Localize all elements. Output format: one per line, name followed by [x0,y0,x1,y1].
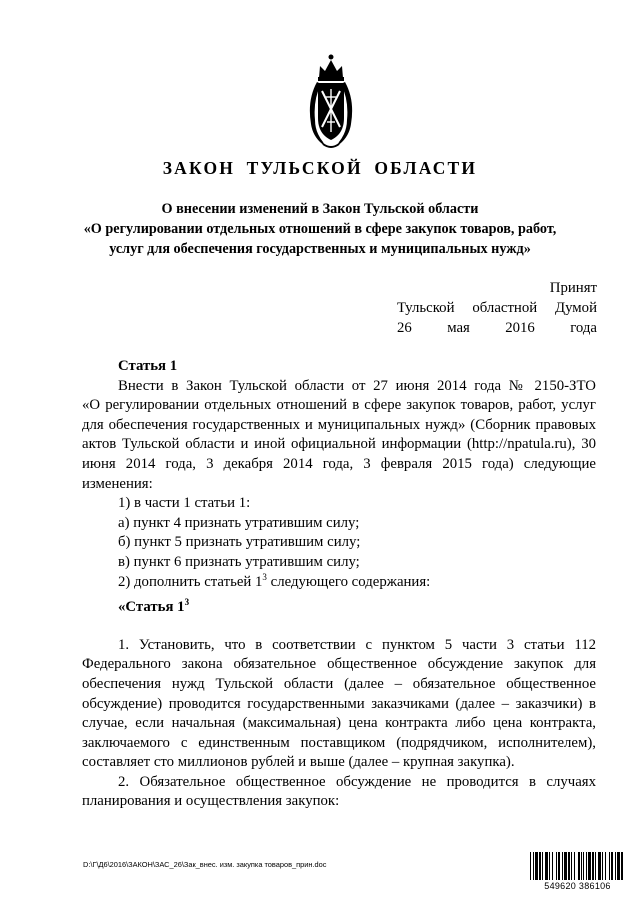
paragraph-line: заключаемого с единственным поставщиком (подрядчиком, исполнителем), [82,734,596,751]
paragraph-line: 1. Установить, что в соответствии с пунктом 5 части 3 статьи 112 [118,636,596,653]
law-title: ЗАКОН ТУЛЬСКОЙ ОБЛАСТИ [162,158,478,178]
paragraph-line: составляет сто миллионов рублей и выше (далее – крупная закупка). [82,754,515,771]
adopted-label: Принят [549,280,597,296]
footer-file-path: D:\Г\Д6\2016\ЗАКОН\ЗАС_26\Зак_внес. изм. закупка товаров_прин.doc [83,860,327,869]
paragraph-line: 2. Обязательное общественное обсуждение не проводится в случаях [118,773,596,790]
list-item: в) пункт 6 признать утратившим силу; [118,553,360,570]
barcode-icon [530,852,625,880]
adopted-date: 26 мая 2016 года [397,320,597,336]
article-1-3-heading: «Статья $1^3$ [118,597,190,616]
paragraph-line: Федерального закона обязательное общественное обсуждение закупок для [82,656,596,673]
paragraph-line: «О регулировании отдельных отношений в сфере закупок товаров, работ, услуг [82,397,596,414]
adoption-block [397,278,597,338]
list-item: б) пункт 5 признать утратившим силу; [118,534,361,551]
paragraph-line: обеспечения нужд Тульской области (далее – обязательное общественное [82,675,596,692]
adopted-by: Тульской областной Думой [397,300,597,316]
tula-coat-of-arms-icon [303,52,359,152]
paragraph-line: Внести в Закон Тульской области от 27 июня 2014 года № 2150-ЗТО [118,377,596,394]
paragraph-line: июня 2014 года, 3 декабря 2014 года, 3 февраля 2015 года) следующие [82,455,596,472]
paragraph-line: случае, если начальная (максимальная) цена контракта либо цена контракта, [82,715,596,732]
document-body [82,357,596,812]
list-item: а) пункт 4 признать утратившим силу; [118,514,360,531]
law-subtitle [40,199,600,259]
paragraph-line: для обеспечения государственных и муниципальных нужд» (Сборник правовых [82,416,596,433]
paragraph-line: актов Тульской области и иной официальной информации (http://npatula.ru), 30 [82,436,596,453]
paragraph-line: обсуждение) проводится государственными заказчиками (далее – заказчики) в [82,695,596,712]
subtitle-line: О внесении изменений в Закон Тульской области [161,201,479,217]
article-1-heading: Статья 1 [118,358,178,374]
barcode-number: 549620 386106 [544,881,611,891]
paragraph-line: планирования и осуществления закупок: [82,793,340,810]
paragraph-line: изменения: [82,475,153,492]
subtitle-line: услуг для обеспечения государственных и муниципальных нужд» [109,241,531,257]
subtitle-line: «О регулировании отдельных отношений в сфере закупок товаров, работ, [83,221,557,237]
list-item: 2) дополнить статьей $1^3$ следующего содержания: [118,571,431,590]
list-item: 1) в части 1 статьи 1: [118,495,251,512]
